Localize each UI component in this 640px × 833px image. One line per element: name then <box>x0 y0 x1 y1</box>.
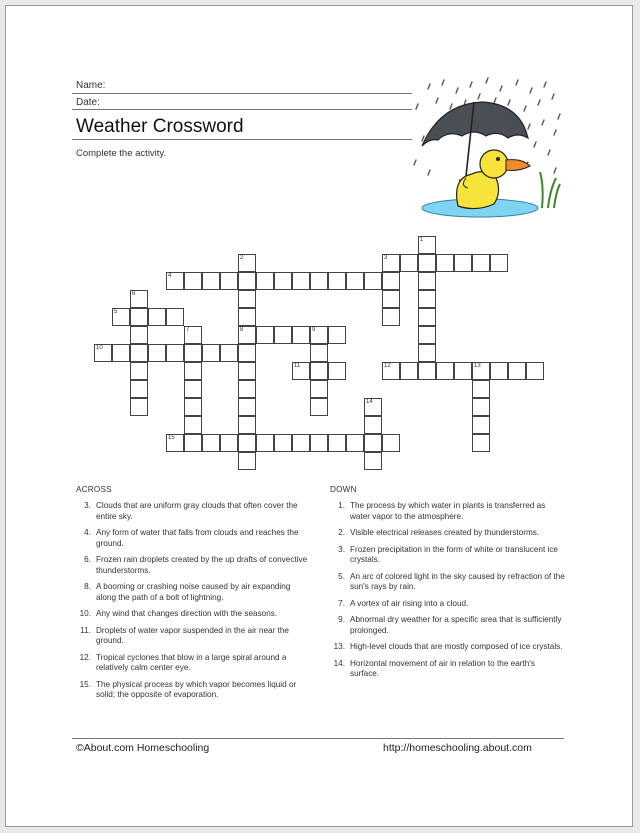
crossword-cell[interactable] <box>400 254 418 272</box>
crossword-cell[interactable] <box>238 254 256 272</box>
clue-number: 14. <box>333 658 345 668</box>
crossword-cell[interactable] <box>418 362 436 380</box>
footer-line <box>72 738 564 739</box>
clue-number: 9. <box>338 615 345 624</box>
cell-number: 7 <box>186 327 190 333</box>
crossword-cell[interactable] <box>238 398 256 416</box>
cell-number: 10 <box>96 345 103 351</box>
cell-number: 3 <box>384 255 388 261</box>
clue-text: Clouds that are uniform gray clouds that often cover the entire sky. <box>96 501 298 521</box>
crossword-cell[interactable] <box>364 416 382 434</box>
crossword-cell[interactable] <box>418 308 436 326</box>
crossword-cell[interactable] <box>292 326 310 344</box>
clue-text: Any wind that changes direction with the seasons. <box>96 609 278 618</box>
crossword-cell[interactable] <box>490 362 508 380</box>
clue-text: Droplets of water vapor suspended in the air near the ground. <box>96 625 289 645</box>
clue-text: Horizontal movement of air in relation to the earth's surface. <box>350 658 535 678</box>
clue-number: 8. <box>84 582 91 591</box>
crossword-cell[interactable] <box>292 362 310 380</box>
crossword-cell[interactable] <box>382 272 400 290</box>
across-clues <box>76 485 312 707</box>
crossword-cell[interactable] <box>184 326 202 344</box>
across-clue <box>76 680 312 701</box>
crossword-cell[interactable] <box>382 254 400 272</box>
clue-number: 6. <box>84 555 91 564</box>
crossword-cell[interactable] <box>130 344 148 362</box>
crossword-cell[interactable] <box>202 434 220 452</box>
crossword-cell[interactable] <box>94 344 112 362</box>
crossword-cell[interactable] <box>238 326 256 344</box>
clue-text: Abnormal dry weather for a specific area that is sufficiently prolonged. <box>350 615 562 635</box>
across-clue <box>76 609 312 620</box>
crossword-cell[interactable] <box>220 434 238 452</box>
cell-number: 12 <box>384 363 391 369</box>
clue-text: An arc of colored light in the sky caused by refraction of the sun's rays by rain. <box>350 571 565 591</box>
clue-number: 3. <box>338 544 345 554</box>
crossword-cell[interactable] <box>490 254 508 272</box>
down-clue <box>330 545 566 566</box>
crossword-cell[interactable] <box>130 380 148 398</box>
crossword-cell[interactable] <box>202 344 220 362</box>
crossword-cell[interactable] <box>400 362 418 380</box>
crossword-cell[interactable] <box>346 434 364 452</box>
across-clue <box>76 582 312 603</box>
cell-number: 1 <box>420 237 424 243</box>
cell-number: 4 <box>168 273 172 279</box>
across-heading: ACROSS <box>76 485 112 494</box>
crossword-cell[interactable] <box>166 434 184 452</box>
across-clue <box>76 501 312 522</box>
crossword-cell[interactable] <box>238 434 256 452</box>
crossword-cell[interactable] <box>310 272 328 290</box>
crossword-cell[interactable] <box>130 326 148 344</box>
across-clue <box>76 626 312 647</box>
title-line <box>72 139 412 140</box>
footer-right: http://homeschooling.about.com <box>383 742 532 754</box>
crossword-cell[interactable] <box>238 344 256 362</box>
crossword-cell[interactable] <box>112 308 130 326</box>
crossword-cell[interactable] <box>238 380 256 398</box>
crossword-cell[interactable] <box>220 272 238 290</box>
down-clue <box>330 528 566 539</box>
clue-number: 1. <box>338 501 345 510</box>
clue-text: A booming or crashing noise caused by air expanding along the path of a bolt of lightning. <box>96 582 291 602</box>
crossword-cell[interactable] <box>310 344 328 362</box>
crossword-cell[interactable] <box>256 434 274 452</box>
crossword-cell[interactable] <box>418 326 436 344</box>
crossword-cell[interactable] <box>418 254 436 272</box>
crossword-cell[interactable] <box>166 272 184 290</box>
crossword-cell[interactable] <box>472 434 490 452</box>
crossword-cell[interactable] <box>130 362 148 380</box>
across-clue <box>76 555 312 576</box>
cell-number: 6 <box>132 291 136 297</box>
crossword-cell[interactable] <box>184 380 202 398</box>
crossword-cell[interactable] <box>130 290 148 308</box>
crossword-cell[interactable] <box>310 326 328 344</box>
crossword-cell[interactable] <box>256 272 274 290</box>
clue-text: The physical process by which vapor becomes liquid or solid; the opposite of evaporation. <box>96 679 297 699</box>
duck-umbrella-illustration <box>410 74 570 224</box>
across-clue <box>76 653 312 674</box>
worksheet-title: Weather Crossword <box>76 116 244 137</box>
footer-left: ©About.com Homeschooling <box>76 742 210 754</box>
across-clue <box>76 528 312 549</box>
crossword-cell[interactable] <box>328 362 346 380</box>
crossword-cell[interactable] <box>130 398 148 416</box>
date-line <box>72 109 412 110</box>
crossword-cell[interactable] <box>148 344 166 362</box>
crossword-cell[interactable] <box>328 272 346 290</box>
crossword-cell[interactable] <box>112 344 130 362</box>
crossword-cell[interactable] <box>238 452 256 470</box>
grass-icon <box>540 172 560 208</box>
crossword-cell[interactable] <box>292 272 310 290</box>
down-clues <box>330 485 566 686</box>
down-clue <box>330 501 566 522</box>
clue-text: Tropical cyclones that blow in a large spiral around a relatively calm center eye. <box>96 652 287 672</box>
crossword-cell[interactable] <box>472 362 490 380</box>
crossword-cell[interactable] <box>364 272 382 290</box>
crossword-cell[interactable] <box>436 362 454 380</box>
crossword-cell[interactable] <box>382 434 400 452</box>
crossword-cell[interactable] <box>166 344 184 362</box>
crossword-cell[interactable] <box>418 236 436 254</box>
crossword-cell[interactable] <box>454 254 472 272</box>
crossword-cell[interactable] <box>274 434 292 452</box>
crossword-cell[interactable] <box>238 272 256 290</box>
crossword-cell[interactable] <box>526 362 544 380</box>
down-clue <box>330 642 566 653</box>
clue-text: The process by which water in plants is transferred as water vapor to the atmosphere. <box>350 501 546 521</box>
cell-number: 5 <box>114 309 118 315</box>
cell-number: 13 <box>474 363 481 369</box>
crossword-cell[interactable] <box>364 434 382 452</box>
cell-number: 8 <box>240 327 244 333</box>
crossword-cell[interactable] <box>364 452 382 470</box>
clue-number: 12. <box>79 652 91 662</box>
crossword-cell[interactable] <box>184 416 202 434</box>
clue-number: 13. <box>333 642 345 651</box>
crossword-cell[interactable] <box>184 344 202 362</box>
crossword-cell[interactable] <box>328 326 346 344</box>
crossword-cell[interactable] <box>184 272 202 290</box>
crossword-cell[interactable] <box>184 434 202 452</box>
crossword-cell[interactable] <box>382 308 400 326</box>
clue-number: 4. <box>84 528 91 537</box>
crossword-cell[interactable] <box>364 398 382 416</box>
crossword-cell[interactable] <box>274 272 292 290</box>
crossword-cell[interactable] <box>472 254 490 272</box>
crossword-cell[interactable] <box>238 362 256 380</box>
crossword-cell[interactable] <box>310 362 328 380</box>
crossword-cell[interactable] <box>472 398 490 416</box>
down-heading: DOWN <box>330 485 357 494</box>
name-line <box>72 93 412 94</box>
crossword-cell[interactable] <box>310 398 328 416</box>
crossword-cell[interactable] <box>508 362 526 380</box>
clue-number: 3. <box>84 501 91 510</box>
crossword-cell[interactable] <box>346 272 364 290</box>
clue-text: High-level clouds that are mostly composed of ice crystals. <box>350 642 563 651</box>
crossword-cell[interactable] <box>274 326 292 344</box>
crossword-cell[interactable] <box>130 308 148 326</box>
crossword-cell[interactable] <box>328 434 346 452</box>
down-clue <box>330 659 566 680</box>
crossword-cell[interactable] <box>310 434 328 452</box>
instructions: Complete the activity. <box>76 148 167 159</box>
clue-text: Frozen precipitation in the form of white or translucent ice crystals. <box>350 544 558 564</box>
crossword-cell[interactable] <box>436 254 454 272</box>
clue-text: Visible electrical releases created by thunderstorms. <box>350 528 540 537</box>
crossword-cell[interactable] <box>184 398 202 416</box>
crossword-cell[interactable] <box>220 344 238 362</box>
crossword-cell[interactable] <box>382 290 400 308</box>
clue-number: 11. <box>80 625 91 635</box>
crossword-cell[interactable] <box>256 326 274 344</box>
crossword-cell[interactable] <box>418 272 436 290</box>
clue-text: A vortex of air rising into a cloud. <box>350 598 469 608</box>
clue-number: 2. <box>338 528 345 537</box>
crossword-cell[interactable] <box>418 344 436 362</box>
crossword-cell[interactable] <box>472 380 490 398</box>
crossword-cell[interactable] <box>310 380 328 398</box>
crossword-cell[interactable] <box>418 290 436 308</box>
down-clue <box>330 599 566 610</box>
crossword-cell[interactable] <box>454 362 472 380</box>
crossword-cell[interactable] <box>184 362 202 380</box>
crossword-cell[interactable] <box>472 416 490 434</box>
clue-number: 10. <box>79 609 91 618</box>
clue-text: Any form of water that falls from clouds and reaches the ground. <box>96 528 299 548</box>
cell-number: 2 <box>240 255 244 261</box>
cell-number: 11 <box>294 363 301 369</box>
crossword-cell[interactable] <box>166 308 184 326</box>
umbrella-icon <box>422 102 528 146</box>
crossword-cell[interactable] <box>238 290 256 308</box>
name-label: Name: <box>76 80 106 91</box>
down-clue <box>330 572 566 593</box>
down-clue <box>330 615 566 636</box>
crossword-cell[interactable] <box>148 308 166 326</box>
clue-number: 5. <box>338 571 345 581</box>
crossword-cell[interactable] <box>202 272 220 290</box>
cell-number: 15 <box>168 435 175 441</box>
crossword-cell[interactable] <box>238 308 256 326</box>
clue-text: Frozen rain droplets created by the up drafts of convective thunderstorms. <box>96 555 308 575</box>
crossword-cell[interactable] <box>382 362 400 380</box>
clue-number: 15. <box>79 679 91 689</box>
crossword-cell[interactable] <box>238 416 256 434</box>
clue-number: 7. <box>338 598 345 608</box>
cell-number: 9 <box>312 327 316 333</box>
date-label: Date: <box>76 97 100 108</box>
crossword-cell[interactable] <box>292 434 310 452</box>
cell-number: 14 <box>366 399 373 405</box>
